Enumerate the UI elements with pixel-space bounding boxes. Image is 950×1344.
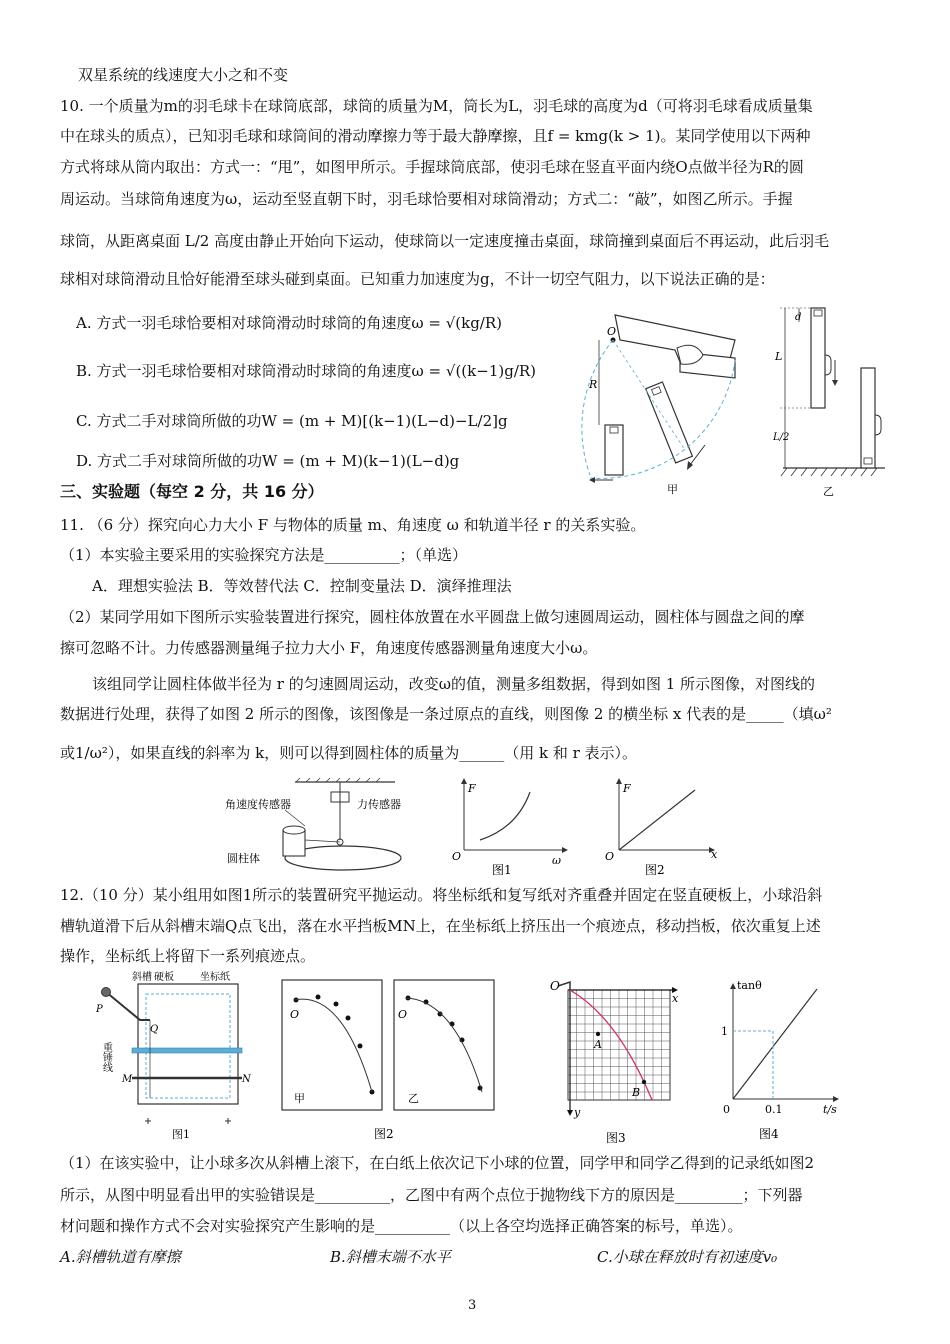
- graph-1-caption: 图1: [492, 863, 512, 877]
- q11-part3-line3: 或1/ω²），如果直线的斜率为 k，则可以得到圆柱体的质量为______（用 k 和 r 表示）。: [60, 744, 638, 762]
- q11-part3-line1: 该组同学让圆柱体做半径为 r 的匀速圆周运动，改变ω的值，测量多组数据，得到如图 1 所示图像，对图线的: [92, 675, 816, 693]
- page-number: 3: [468, 1298, 477, 1313]
- label-xiecao: 斜槽: [132, 972, 152, 983]
- label-n: N: [242, 1074, 251, 1085]
- q12-fig2-caption: 图2: [374, 1127, 394, 1141]
- q11-part2-line2: 擦可忽略不计。力传感器测量绳子拉力大小 F，角速度传感器测量角速度大小ω。: [60, 639, 598, 657]
- previous-option-continuation: 双星系统的线速度大小之和不变: [78, 66, 289, 84]
- label-d: d: [795, 312, 802, 323]
- label-force-sensor: 力传感器: [357, 798, 401, 811]
- axis-origin-1: O: [452, 850, 462, 863]
- q10-option-c: C. 方式二手对球筒所做的功W = (m + M)[(k−1)(L−d)−L/2]g: [76, 412, 508, 430]
- q12-fig1-caption: 图1: [172, 1128, 190, 1141]
- axis-label-f2: F: [623, 782, 631, 795]
- q12-line-1: 12.（10 分）某小组用如图1所示的装置研究平抛运动。将坐标纸和复写纸对齐重叠并固定在竖直硬板上，小球沿斜: [60, 886, 823, 904]
- label-o-jia: O: [607, 325, 617, 338]
- axis-origin-2: O: [605, 850, 615, 863]
- label-q: Q: [150, 1024, 159, 1035]
- figure-q12-records: [282, 980, 512, 1150]
- q12-part1-line1: （1）在该实验中，让小球多次从斜槽上滚下，在白纸上依次记下小球的位置，同学甲和同学乙得到的记录纸如图2: [60, 1154, 815, 1172]
- q10-option-b: B. 方式一羽毛球恰要相对球筒滑动时球筒的角速度ω = √((k−1)g/R): [76, 362, 537, 380]
- label-l-half: L/2: [773, 432, 790, 443]
- q12-part1-line2: 所示，从图中明显看出甲的实验错误是__________，乙图中有两个点位于抛物线下方的原因是_________；下列器: [60, 1186, 803, 1204]
- q12-fig3-o: O: [550, 979, 560, 993]
- label-zuobiao: 坐标纸: [200, 972, 230, 983]
- q11-part3-line2: 数据进行处理，获得了如图 2 所示的图像，该图像是一条过原点的直线，则图像 2 的横坐标 x 代表的是_____（填ω²: [60, 705, 832, 723]
- q12-fig3-caption: 图3: [606, 1131, 626, 1145]
- q12-fig3-b: B: [632, 1086, 641, 1099]
- figure-q11-apparatus: [225, 778, 405, 878]
- label-yingban: 硬板: [154, 972, 174, 983]
- label-yi: 乙: [823, 485, 834, 498]
- q11-graph-1: [452, 778, 572, 878]
- q11-part1: （1）本实验主要采用的实验探究方法是__________；（单选）: [60, 546, 468, 564]
- q12-line-3: 操作，坐标纸上将留下一系列痕迹点。: [60, 947, 316, 965]
- q12-fig4-one: 1: [721, 1025, 728, 1038]
- q11-choices: A．理想实验法 B．等效替代法 C．控制变量法 D．演绎推理法: [92, 577, 512, 595]
- q12-fig2-yi: 乙: [408, 1092, 419, 1105]
- q10-line-1: 10. 一个质量为m的羽毛球卡在球筒底部，球筒的质量为M，筒长为L，羽毛球的高度为d（可将羽毛球看成质量集: [60, 97, 813, 115]
- figure-q12-tan: [715, 975, 855, 1140]
- q12-fig4-t01: 0.1: [765, 1103, 783, 1116]
- axis-label-x: x: [711, 848, 718, 861]
- q12-part1-line3: 材问题和操作方式不会对实验探究产生影响的是__________（以上各空均选择正确答案的标号，单选）。: [60, 1217, 743, 1235]
- q10-line-6: 球相对球筒滑动且恰好能滑至球头碰到桌面。已知重力加速度为g，不计一切空气阻力，以下说法正确的是：: [60, 270, 775, 288]
- figure-yi: [775, 300, 895, 500]
- q12-option-c: C.小球在释放时有初速度v₀: [597, 1248, 778, 1266]
- q12-fig2-jia: 甲: [294, 1092, 305, 1105]
- graph-2-caption: 图2: [645, 863, 665, 877]
- figure-q12-apparatus: [92, 970, 252, 1140]
- label-cylinder: 圆柱体: [227, 852, 260, 865]
- q11-part2-line1: （2）某同学用如下图所示实验装置进行探究，圆柱体放置在水平圆盘上做匀速圆周运动，圆柱体与圆盘之间的摩: [60, 608, 805, 626]
- label-angular-sensor: 角速度传感器: [225, 798, 291, 811]
- q12-fig3-y: y: [574, 1106, 581, 1119]
- q12-fig2-o-jia: O: [290, 1008, 300, 1021]
- q10-line-5: 球筒，从距离桌面 L/2 高度由静止开始向下运动，使球筒以一定速度撞击桌面，球筒撞到桌面后不再运动，此后羽毛: [60, 232, 830, 250]
- label-zhongchui: 重锤线: [100, 1042, 112, 1072]
- q12-fig3-a: A: [594, 1038, 602, 1051]
- q12-fig4-zero: 0: [723, 1103, 730, 1116]
- figure-jia: [585, 300, 785, 500]
- axis-label-omega: ω: [552, 854, 561, 867]
- q10-line-3: 方式将球从筒内取出：方式一：“甩”，如图甲所示。手握球筒底部，使羽毛球在竖直平面内绕O点做半径为R的圆: [60, 158, 804, 176]
- q10-option-d: D. 方式二手对球筒所做的功W = (m + M)(k−1)(L−d)g: [76, 452, 460, 470]
- label-r: R: [589, 378, 598, 391]
- q12-fig4-tan: tanθ: [737, 979, 762, 992]
- figure-q12-grid: [548, 978, 688, 1145]
- q12-fig4-caption: 图4: [759, 1127, 779, 1141]
- q12-fig4-ts: t/s: [823, 1103, 837, 1116]
- label-l: L: [775, 350, 783, 363]
- axis-label-f1: F: [468, 782, 476, 795]
- label-p: P: [96, 1004, 103, 1015]
- q12-option-a: A.斜槽轨道有摩擦: [60, 1248, 181, 1266]
- q11-head: 11. （6 分）探究向心力大小 F 与物体的质量 m、角速度 ω 和轨道半径 r 的关系实验。: [60, 516, 646, 534]
- q12-line-2: 槽轨道滑下后从斜槽末端Q点飞出，落在水平挡板MN上，在坐标纸上挤压出一个痕迹点，移动挡板，依次重复上述: [60, 917, 821, 935]
- q10-line-4: 周运动。当球筒角速度为ω，运动至竖直朝下时，羽毛球恰要相对球筒滑动；方式二：“敲”，如图乙所示。手握: [60, 190, 793, 208]
- label-jia: 甲: [667, 483, 678, 496]
- section-3-title: 三、实验题（每空 2 分，共 16 分）: [60, 482, 324, 501]
- q10-line-2: 中在球头的质点），已知羽毛球和球筒间的滑动摩擦力等于最大静摩擦，且f = kmg(k > 1)。某同学使用以下两种: [60, 127, 811, 145]
- q12-option-b: B.斜槽末端不水平: [330, 1248, 451, 1266]
- q11-graph-2: [605, 778, 725, 878]
- label-m: M: [122, 1074, 133, 1085]
- q10-option-a: A. 方式一羽毛球恰要相对球筒滑动时球筒的角速度ω = √(kg/R): [76, 314, 503, 332]
- q12-fig2-o-yi: O: [398, 1008, 408, 1021]
- q12-fig3-x: x: [672, 992, 679, 1005]
